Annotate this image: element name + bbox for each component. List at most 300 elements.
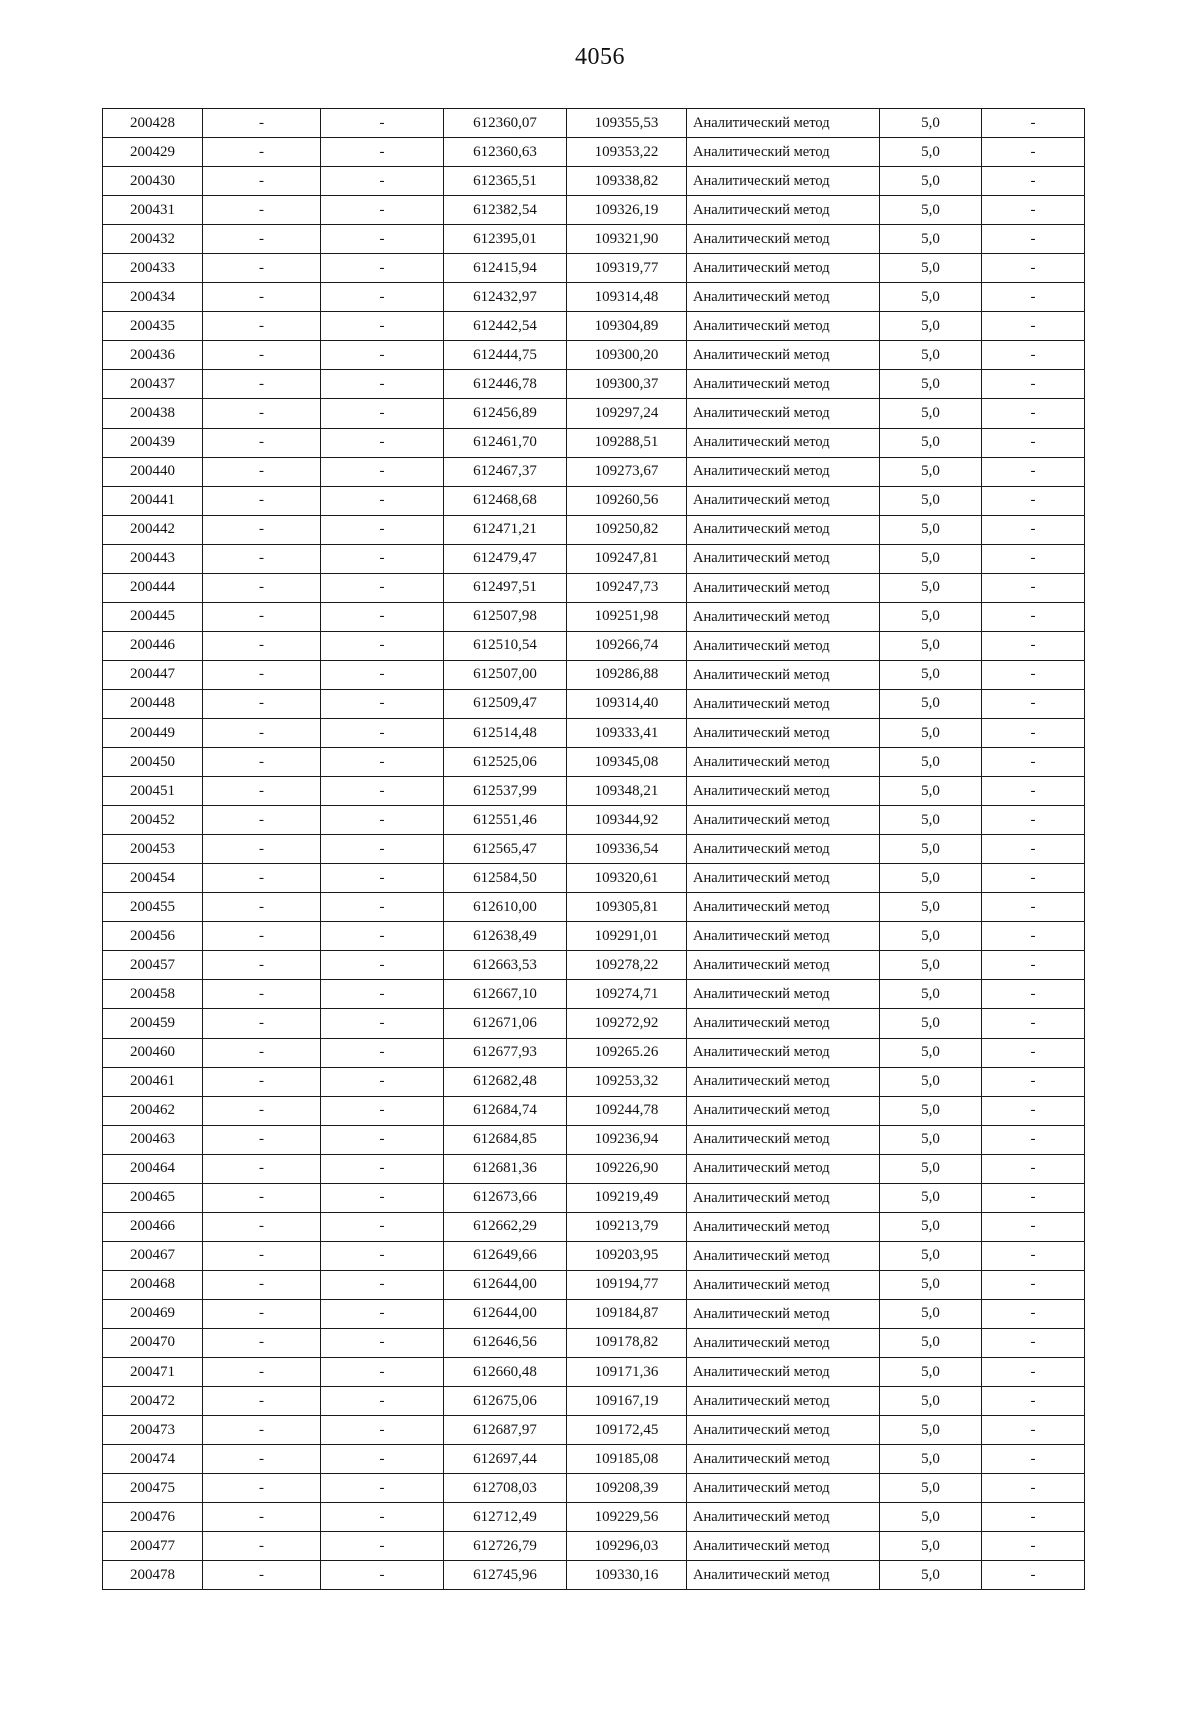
old-x-cell: - (203, 864, 321, 893)
coord-y-cell: 109333,41 (567, 718, 687, 747)
accuracy-cell: 5,0 (880, 370, 982, 399)
accuracy-cell: 5,0 (880, 196, 982, 225)
coord-y-cell: 109236,94 (567, 1125, 687, 1154)
old-x-cell: - (203, 1096, 321, 1125)
method-cell: Аналитический метод (687, 689, 880, 718)
method-cell: Аналитический метод (687, 544, 880, 573)
method-cell: Аналитический метод (687, 1416, 880, 1445)
accuracy-cell: 5,0 (880, 1096, 982, 1125)
table-row (103, 515, 1085, 544)
accuracy-cell: 5,0 (880, 602, 982, 631)
coord-x-cell: 612507,98 (444, 602, 567, 631)
coord-y-cell: 109345,08 (567, 748, 687, 777)
old-y-cell: - (321, 1270, 444, 1299)
accuracy-cell: 5,0 (880, 660, 982, 689)
old-y-cell: - (321, 893, 444, 922)
old-x-cell: - (203, 341, 321, 370)
point-id-cell: 200437 (103, 370, 203, 399)
table-row (103, 835, 1085, 864)
method-cell: Аналитический метод (687, 748, 880, 777)
method-cell: Аналитический метод (687, 1212, 880, 1241)
old-y-cell: - (321, 1154, 444, 1183)
note-cell: - (982, 283, 1085, 312)
coord-y-cell: 109304,89 (567, 312, 687, 341)
accuracy-cell: 5,0 (880, 283, 982, 312)
method-cell: Аналитический метод (687, 1358, 880, 1387)
table-body (103, 109, 1085, 1590)
point-id-cell: 200469 (103, 1299, 203, 1328)
coord-x-cell: 612687,97 (444, 1416, 567, 1445)
method-cell: Аналитический метод (687, 312, 880, 341)
coord-x-cell: 612697,44 (444, 1445, 567, 1474)
point-id-cell: 200442 (103, 515, 203, 544)
coord-y-cell: 109251,98 (567, 602, 687, 631)
old-x-cell: - (203, 748, 321, 777)
old-y-cell: - (321, 660, 444, 689)
old-x-cell: - (203, 1241, 321, 1270)
accuracy-cell: 5,0 (880, 1387, 982, 1416)
old-x-cell: - (203, 138, 321, 167)
coord-x-cell: 612360,63 (444, 138, 567, 167)
point-id-cell: 200477 (103, 1532, 203, 1561)
accuracy-cell: 5,0 (880, 689, 982, 718)
old-x-cell: - (203, 167, 321, 196)
old-y-cell: - (321, 1474, 444, 1503)
method-cell: Аналитический метод (687, 777, 880, 806)
old-x-cell: - (203, 428, 321, 457)
accuracy-cell: 5,0 (880, 864, 982, 893)
coord-y-cell: 109203,95 (567, 1241, 687, 1270)
accuracy-cell: 5,0 (880, 167, 982, 196)
accuracy-cell: 5,0 (880, 515, 982, 544)
table-row (103, 922, 1085, 951)
note-cell: - (982, 718, 1085, 747)
old-x-cell: - (203, 573, 321, 602)
coord-y-cell: 109326,19 (567, 196, 687, 225)
method-cell: Аналитический метод (687, 660, 880, 689)
note-cell: - (982, 341, 1085, 370)
old-x-cell: - (203, 225, 321, 254)
point-id-cell: 200433 (103, 254, 203, 283)
table-row (103, 341, 1085, 370)
method-cell: Аналитический метод (687, 1154, 880, 1183)
accuracy-cell: 5,0 (880, 893, 982, 922)
method-cell: Аналитический метод (687, 922, 880, 951)
coord-x-cell: 612446,78 (444, 370, 567, 399)
point-id-cell: 200449 (103, 718, 203, 747)
table-row (103, 544, 1085, 573)
old-x-cell: - (203, 835, 321, 864)
accuracy-cell: 5,0 (880, 1154, 982, 1183)
old-y-cell: - (321, 806, 444, 835)
table-row (103, 138, 1085, 167)
old-x-cell: - (203, 1299, 321, 1328)
coord-x-cell: 612461,70 (444, 428, 567, 457)
accuracy-cell: 5,0 (880, 1009, 982, 1038)
old-y-cell: - (321, 1358, 444, 1387)
coord-y-cell: 109265.26 (567, 1038, 687, 1067)
coord-x-cell: 612509,47 (444, 689, 567, 718)
old-x-cell: - (203, 1009, 321, 1038)
method-cell: Аналитический метод (687, 980, 880, 1009)
old-x-cell: - (203, 1183, 321, 1212)
point-id-cell: 200464 (103, 1154, 203, 1183)
note-cell: - (982, 1212, 1085, 1241)
method-cell: Аналитический метод (687, 428, 880, 457)
method-cell: Аналитический метод (687, 573, 880, 602)
method-cell: Аналитический метод (687, 283, 880, 312)
note-cell: - (982, 1299, 1085, 1328)
coord-y-cell: 109247,81 (567, 544, 687, 573)
old-x-cell: - (203, 1154, 321, 1183)
note-cell: - (982, 1445, 1085, 1474)
old-y-cell: - (321, 515, 444, 544)
note-cell: - (982, 1561, 1085, 1590)
coord-y-cell: 109338,82 (567, 167, 687, 196)
table-row (103, 225, 1085, 254)
note-cell: - (982, 631, 1085, 660)
point-id-cell: 200454 (103, 864, 203, 893)
coord-x-cell: 612726,79 (444, 1532, 567, 1561)
old-y-cell: - (321, 922, 444, 951)
note-cell: - (982, 777, 1085, 806)
old-x-cell: - (203, 1212, 321, 1241)
old-x-cell: - (203, 515, 321, 544)
accuracy-cell: 5,0 (880, 980, 982, 1009)
coord-x-cell: 612649,66 (444, 1241, 567, 1270)
accuracy-cell: 5,0 (880, 1561, 982, 1590)
coord-y-cell: 109321,90 (567, 225, 687, 254)
old-x-cell: - (203, 312, 321, 341)
coord-y-cell: 109194,77 (567, 1270, 687, 1299)
method-cell: Аналитический метод (687, 806, 880, 835)
table-row (103, 1474, 1085, 1503)
table-row (103, 1445, 1085, 1474)
point-id-cell: 200432 (103, 225, 203, 254)
coord-x-cell: 612360,07 (444, 109, 567, 138)
old-x-cell: - (203, 1503, 321, 1532)
table-row (103, 1358, 1085, 1387)
coord-x-cell: 612479,47 (444, 544, 567, 573)
note-cell: - (982, 109, 1085, 138)
method-cell: Аналитический метод (687, 1096, 880, 1125)
old-x-cell: - (203, 980, 321, 1009)
old-y-cell: - (321, 1445, 444, 1474)
note-cell: - (982, 515, 1085, 544)
method-cell: Аналитический метод (687, 399, 880, 428)
note-cell: - (982, 951, 1085, 980)
point-id-cell: 200435 (103, 312, 203, 341)
accuracy-cell: 5,0 (880, 1299, 982, 1328)
coord-y-cell: 109274,71 (567, 980, 687, 1009)
note-cell: - (982, 370, 1085, 399)
table-row (103, 893, 1085, 922)
coord-x-cell: 612646,56 (444, 1328, 567, 1357)
method-cell: Аналитический метод (687, 109, 880, 138)
table-row (103, 428, 1085, 457)
coord-y-cell: 109330,16 (567, 1561, 687, 1590)
old-y-cell: - (321, 1532, 444, 1561)
table-row (103, 109, 1085, 138)
coord-y-cell: 109229,56 (567, 1503, 687, 1532)
method-cell: Аналитический метод (687, 225, 880, 254)
old-y-cell: - (321, 951, 444, 980)
point-id-cell: 200460 (103, 1038, 203, 1067)
coordinates-table (102, 108, 1085, 1590)
note-cell: - (982, 225, 1085, 254)
point-id-cell: 200455 (103, 893, 203, 922)
old-x-cell: - (203, 544, 321, 573)
coord-x-cell: 612456,89 (444, 399, 567, 428)
old-y-cell: - (321, 196, 444, 225)
page-number: 4056 (575, 44, 625, 70)
old-x-cell: - (203, 777, 321, 806)
coord-x-cell: 612610,00 (444, 893, 567, 922)
old-y-cell: - (321, 748, 444, 777)
coord-y-cell: 109250,82 (567, 515, 687, 544)
coord-x-cell: 612471,21 (444, 515, 567, 544)
coord-x-cell: 612675,06 (444, 1387, 567, 1416)
point-id-cell: 200428 (103, 109, 203, 138)
point-id-cell: 200468 (103, 1270, 203, 1299)
old-x-cell: - (203, 893, 321, 922)
old-y-cell: - (321, 1299, 444, 1328)
old-y-cell: - (321, 573, 444, 602)
coord-y-cell: 109244,78 (567, 1096, 687, 1125)
table-row (103, 980, 1085, 1009)
coord-x-cell: 612660,48 (444, 1358, 567, 1387)
old-x-cell: - (203, 1532, 321, 1561)
coord-x-cell: 612644,00 (444, 1270, 567, 1299)
coord-y-cell: 109219,49 (567, 1183, 687, 1212)
method-cell: Аналитический метод (687, 631, 880, 660)
accuracy-cell: 5,0 (880, 718, 982, 747)
table-row (103, 660, 1085, 689)
old-x-cell: - (203, 951, 321, 980)
table-row (103, 1532, 1085, 1561)
coord-x-cell: 612673,66 (444, 1183, 567, 1212)
coord-y-cell: 109297,24 (567, 399, 687, 428)
point-id-cell: 200450 (103, 748, 203, 777)
coord-x-cell: 612497,51 (444, 573, 567, 602)
old-y-cell: - (321, 1183, 444, 1212)
coord-y-cell: 109167,19 (567, 1387, 687, 1416)
old-y-cell: - (321, 718, 444, 747)
coord-x-cell: 612584,50 (444, 864, 567, 893)
note-cell: - (982, 893, 1085, 922)
point-id-cell: 200471 (103, 1358, 203, 1387)
coord-y-cell: 109314,40 (567, 689, 687, 718)
old-x-cell: - (203, 1067, 321, 1096)
method-cell: Аналитический метод (687, 835, 880, 864)
note-cell: - (982, 922, 1085, 951)
accuracy-cell: 5,0 (880, 312, 982, 341)
accuracy-cell: 5,0 (880, 1503, 982, 1532)
old-x-cell: - (203, 1561, 321, 1590)
method-cell: Аналитический метод (687, 1474, 880, 1503)
old-y-cell: - (321, 1561, 444, 1590)
accuracy-cell: 5,0 (880, 457, 982, 486)
method-cell: Аналитический метод (687, 196, 880, 225)
accuracy-cell: 5,0 (880, 748, 982, 777)
point-id-cell: 200451 (103, 777, 203, 806)
coord-y-cell: 109348,21 (567, 777, 687, 806)
coord-x-cell: 612708,03 (444, 1474, 567, 1503)
note-cell: - (982, 1387, 1085, 1416)
accuracy-cell: 5,0 (880, 1532, 982, 1561)
old-x-cell: - (203, 196, 321, 225)
table-row (103, 486, 1085, 515)
coord-y-cell: 109288,51 (567, 428, 687, 457)
old-y-cell: - (321, 689, 444, 718)
point-id-cell: 200440 (103, 457, 203, 486)
note-cell: - (982, 689, 1085, 718)
note-cell: - (982, 1358, 1085, 1387)
point-id-cell: 200463 (103, 1125, 203, 1154)
accuracy-cell: 5,0 (880, 835, 982, 864)
accuracy-cell: 5,0 (880, 428, 982, 457)
coord-y-cell: 109353,22 (567, 138, 687, 167)
method-cell: Аналитический метод (687, 1561, 880, 1590)
table-row (103, 777, 1085, 806)
old-x-cell: - (203, 922, 321, 951)
note-cell: - (982, 544, 1085, 573)
table-row (103, 864, 1085, 893)
coord-y-cell: 109296,03 (567, 1532, 687, 1561)
old-y-cell: - (321, 631, 444, 660)
method-cell: Аналитический метод (687, 602, 880, 631)
method-cell: Аналитический метод (687, 1299, 880, 1328)
table-row (103, 457, 1085, 486)
coord-y-cell: 109286,88 (567, 660, 687, 689)
method-cell: Аналитический метод (687, 718, 880, 747)
table-row (103, 167, 1085, 196)
old-x-cell: - (203, 1125, 321, 1154)
old-y-cell: - (321, 777, 444, 806)
table-row (103, 602, 1085, 631)
note-cell: - (982, 1038, 1085, 1067)
old-x-cell: - (203, 1358, 321, 1387)
coord-x-cell: 612514,48 (444, 718, 567, 747)
point-id-cell: 200452 (103, 806, 203, 835)
method-cell: Аналитический метод (687, 1503, 880, 1532)
old-y-cell: - (321, 544, 444, 573)
coord-y-cell: 109172,45 (567, 1416, 687, 1445)
method-cell: Аналитический метод (687, 515, 880, 544)
point-id-cell: 200436 (103, 341, 203, 370)
point-id-cell: 200475 (103, 1474, 203, 1503)
table-row (103, 1561, 1085, 1590)
table-row (103, 312, 1085, 341)
old-y-cell: - (321, 864, 444, 893)
note-cell: - (982, 1416, 1085, 1445)
coord-y-cell: 109171,36 (567, 1358, 687, 1387)
method-cell: Аналитический метод (687, 370, 880, 399)
old-x-cell: - (203, 1038, 321, 1067)
point-id-cell: 200430 (103, 167, 203, 196)
old-y-cell: - (321, 370, 444, 399)
method-cell: Аналитический метод (687, 167, 880, 196)
point-id-cell: 200439 (103, 428, 203, 457)
point-id-cell: 200466 (103, 1212, 203, 1241)
accuracy-cell: 5,0 (880, 631, 982, 660)
note-cell: - (982, 1270, 1085, 1299)
coord-y-cell: 109260,56 (567, 486, 687, 515)
old-y-cell: - (321, 486, 444, 515)
old-y-cell: - (321, 1241, 444, 1270)
table-row (103, 689, 1085, 718)
point-id-cell: 200473 (103, 1416, 203, 1445)
accuracy-cell: 5,0 (880, 951, 982, 980)
coord-x-cell: 612442,54 (444, 312, 567, 341)
point-id-cell: 200459 (103, 1009, 203, 1038)
coord-x-cell: 612468,68 (444, 486, 567, 515)
old-y-cell: - (321, 980, 444, 1009)
coord-x-cell: 612667,10 (444, 980, 567, 1009)
coord-x-cell: 612551,46 (444, 806, 567, 835)
method-cell: Аналитический метод (687, 254, 880, 283)
coord-x-cell: 612681,36 (444, 1154, 567, 1183)
old-y-cell: - (321, 602, 444, 631)
note-cell: - (982, 1328, 1085, 1357)
table-row (103, 1328, 1085, 1357)
coord-y-cell: 109355,53 (567, 109, 687, 138)
point-id-cell: 200458 (103, 980, 203, 1009)
note-cell: - (982, 980, 1085, 1009)
point-id-cell: 200446 (103, 631, 203, 660)
point-id-cell: 200472 (103, 1387, 203, 1416)
note-cell: - (982, 1183, 1085, 1212)
table-row (103, 1096, 1085, 1125)
method-cell: Аналитический метод (687, 1328, 880, 1357)
point-id-cell: 200441 (103, 486, 203, 515)
table-row (103, 1503, 1085, 1532)
coord-y-cell: 109273,67 (567, 457, 687, 486)
point-id-cell: 200429 (103, 138, 203, 167)
table-row (103, 1212, 1085, 1241)
note-cell: - (982, 1067, 1085, 1096)
table-row (103, 1125, 1085, 1154)
old-y-cell: - (321, 312, 444, 341)
coord-x-cell: 612671,06 (444, 1009, 567, 1038)
old-y-cell: - (321, 283, 444, 312)
method-cell: Аналитический метод (687, 1532, 880, 1561)
coord-x-cell: 612638,49 (444, 922, 567, 951)
point-id-cell: 200453 (103, 835, 203, 864)
old-y-cell: - (321, 225, 444, 254)
old-x-cell: - (203, 806, 321, 835)
method-cell: Аналитический метод (687, 1038, 880, 1067)
coord-y-cell: 109208,39 (567, 1474, 687, 1503)
method-cell: Аналитический метод (687, 1387, 880, 1416)
old-y-cell: - (321, 399, 444, 428)
table-row (103, 631, 1085, 660)
table-row (103, 748, 1085, 777)
old-y-cell: - (321, 1067, 444, 1096)
note-cell: - (982, 457, 1085, 486)
accuracy-cell: 5,0 (880, 341, 982, 370)
method-cell: Аналитический метод (687, 1067, 880, 1096)
old-y-cell: - (321, 1038, 444, 1067)
old-x-cell: - (203, 1387, 321, 1416)
accuracy-cell: 5,0 (880, 225, 982, 254)
accuracy-cell: 5,0 (880, 1270, 982, 1299)
old-x-cell: - (203, 283, 321, 312)
old-y-cell: - (321, 428, 444, 457)
accuracy-cell: 5,0 (880, 1241, 982, 1270)
coord-y-cell: 109247,73 (567, 573, 687, 602)
note-cell: - (982, 573, 1085, 602)
